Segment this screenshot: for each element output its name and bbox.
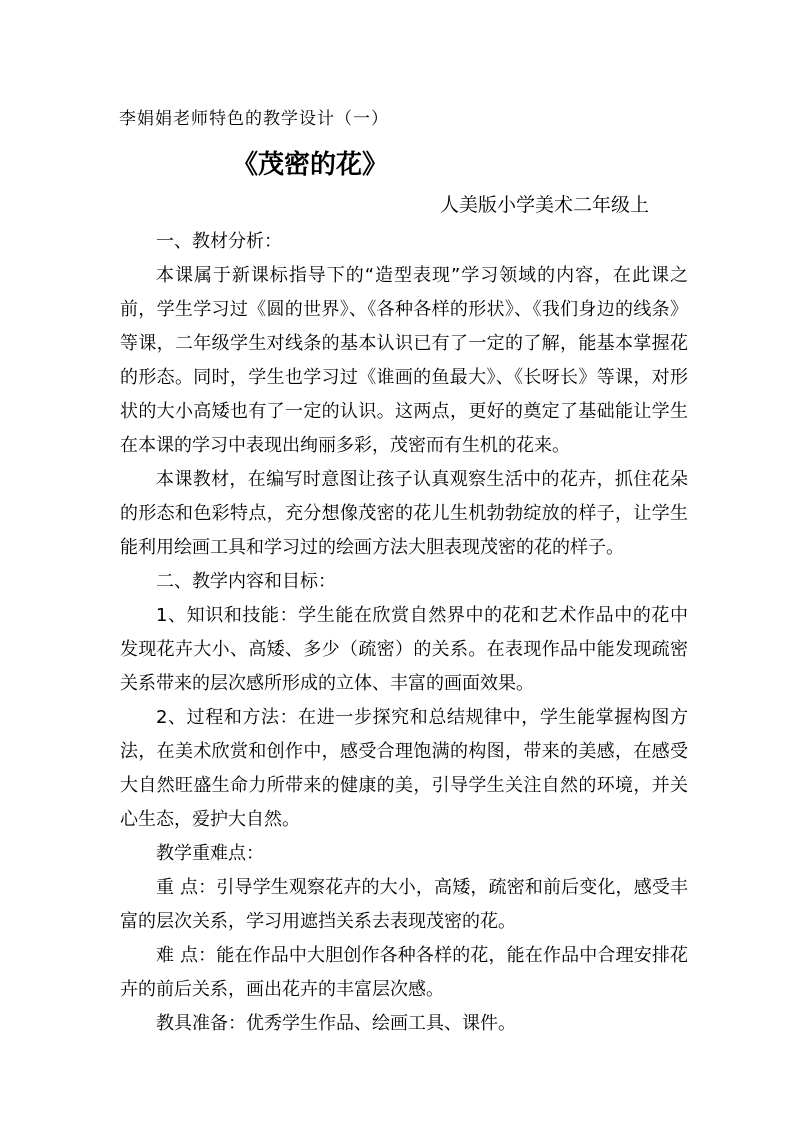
section-heading-content-goals: 二、教学内容和目标： (156, 571, 336, 592)
paragraph-teaching-aids: 教具准备：优秀学生作品、绘画工具、课件。 (156, 1013, 516, 1034)
paragraph-key-point: 重 点：引导学生观察花卉的大小，高矮，疏密和前后变化，感受丰富的层次关系，学习用遮挡关系去表现茂密的花。 (120, 877, 688, 932)
paragraph-knowledge-skills: 1、知识和技能：学生能在欣赏自然界中的花和艺术作品中的花中发现花卉大小、高矮、多少（疏密）的关系。在表现作品中能发现疏密关系带来的层次感所形成的立体、丰富的画面效果。 (120, 605, 688, 694)
paragraph-difficult-point: 难 点：能在作品中大胆创作各种各样的花，能在作品中合理安排花卉的前后关系，画出花卉的丰富层次感。 (120, 945, 688, 1000)
document-heading-line: 李娟娟老师特色的教学设计（一） (119, 109, 389, 129)
document-title: 《茂密的花》 (232, 150, 389, 180)
paragraph-process-methods: 2、过程和方法：在进一步探究和总结规律中，学生能掌握构图方法，在美术欣赏和创作中，感受合理饱满的构图，带来的美感，在感受大自然旺盛生命力所带来的健康的美，引导学生关注自然的环境，并关心生态，爱护大自然。 (120, 707, 688, 830)
document-body (120, 225, 688, 1041)
paragraph-course-background: 本课属于新课标指导下的“造型表现”学习领域的内容，在此课之前，学生学习过《圆的世界》、《各种各样的形状》、《我们身边的线条》等课，二年级学生对线条的基本认识已有了一定的了解，能基本掌握花的形态。同时，学生也学习过《谁画的鱼最大》、《长呀长》等课，对形状的大小高矮也有了一定的认识。这两点，更好的奠定了基础能让学生在本课的学习中表现出绚丽多彩，茂密而有生机的花来。 (120, 265, 688, 456)
section-heading-textbook-analysis: 一、教材分析： (156, 231, 282, 252)
section-heading-key-difficult-points: 教学重难点： (156, 843, 264, 864)
document-subtitle: 人美版小学美术二年级上 (440, 194, 650, 216)
paragraph-textbook-intent: 本课教材，在编写时意图让孩子认真观察生活中的花卉，抓住花朵的形态和色彩特点，充分想像茂密的花儿生机勃勃绽放的样子，让学生能利用绘画工具和学习过的绘画方法大胆表现茂密的花的样子。 (120, 469, 688, 558)
